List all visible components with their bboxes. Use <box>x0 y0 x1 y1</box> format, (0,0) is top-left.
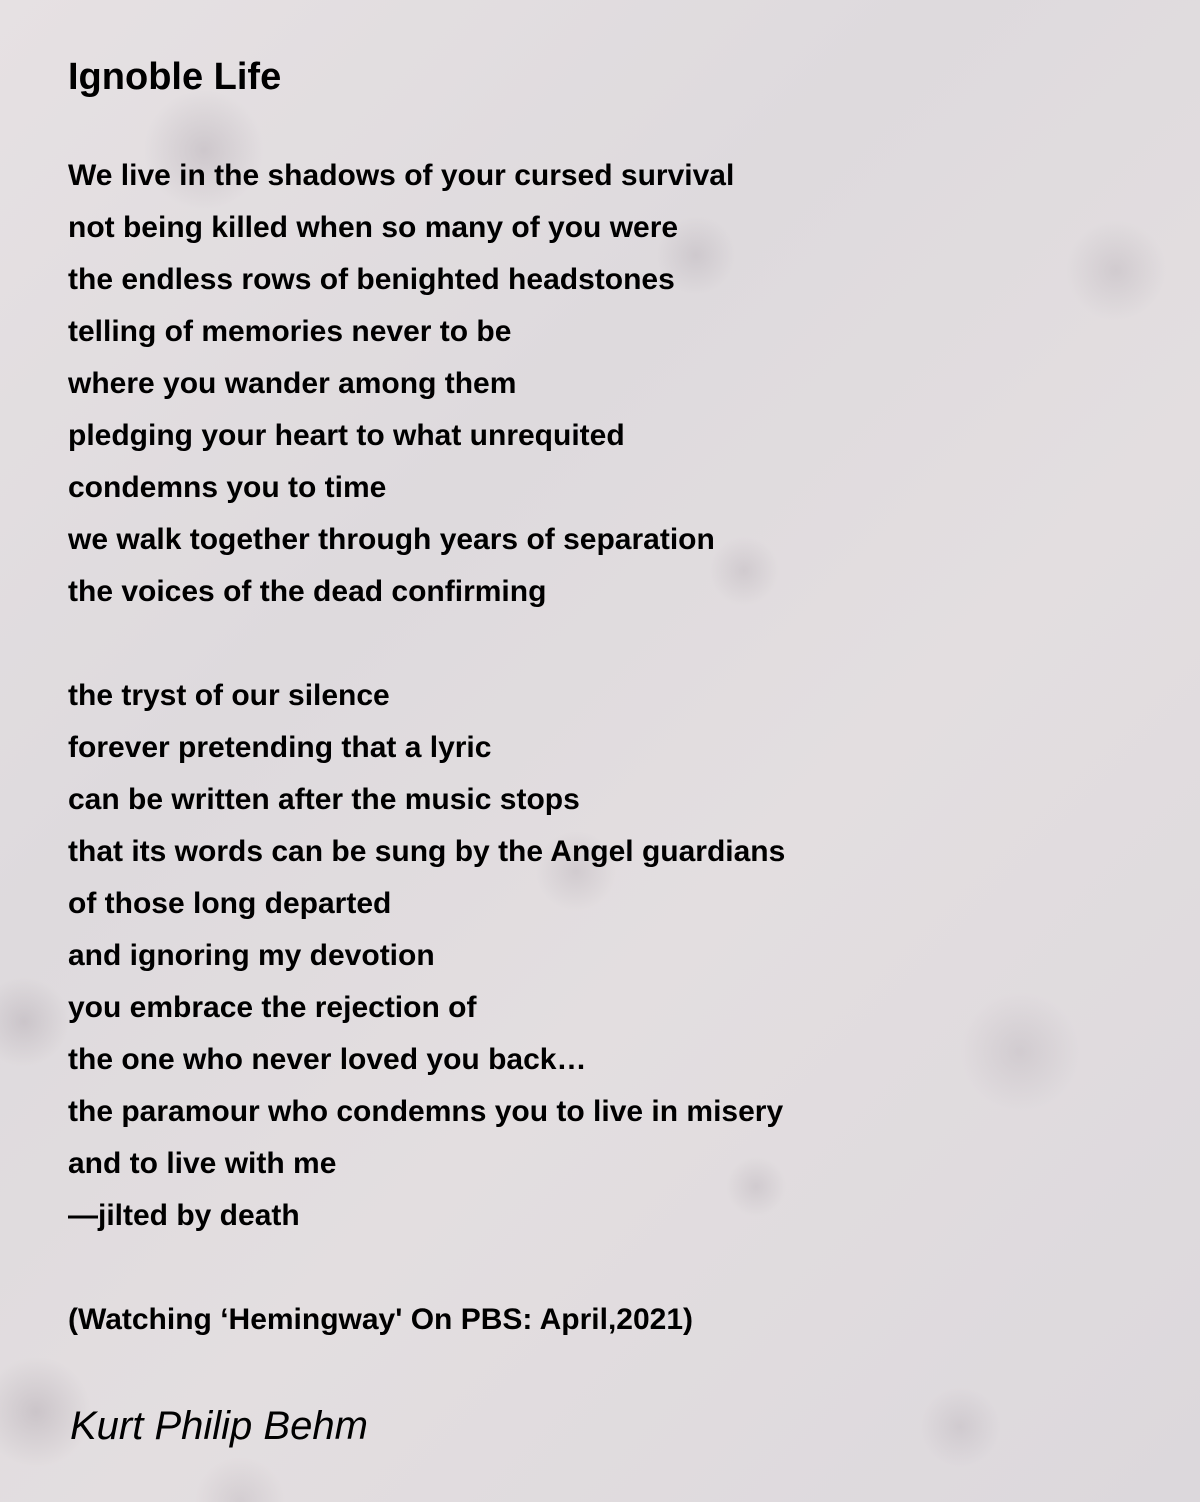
poem-line: the paramour who condemns you to live in misery <box>68 1095 784 1128</box>
poem-line: —jilted by death <box>68 1199 300 1232</box>
poem-line: can be written after the music stops <box>68 783 580 816</box>
stanza-2 <box>68 670 785 1242</box>
poem-line: forever pretending that a lyric <box>68 731 492 764</box>
poem-line: we walk together through years of separation <box>68 523 715 556</box>
poem-line: the one who never loved you back… <box>68 1043 587 1076</box>
poem-line: the voices of the dead confirming <box>68 575 547 608</box>
poem-line: where you wander among them <box>68 367 517 400</box>
poem-line: that its words can be sung by the Angel guardians <box>68 835 786 868</box>
poem-line: telling of memories never to be <box>68 315 512 348</box>
poem-title: Ignoble Life <box>68 56 282 98</box>
poem-line: you embrace the rejection of <box>68 991 477 1024</box>
poem-line: the tryst of our silence <box>68 679 390 712</box>
poem-line: pledging your heart to what unrequited <box>68 419 625 452</box>
poem-line: and ignoring my devotion <box>68 939 435 972</box>
poem-line: the endless rows of benighted headstones <box>68 263 675 296</box>
poem-note: (Watching ‘Hemingway' On PBS: April,2021) <box>68 1303 694 1336</box>
poem-line: We live in the shadows of your cursed survival <box>68 159 735 192</box>
poem-line: not being killed when so many of you were <box>68 211 679 244</box>
poem-line: of those long departed <box>68 887 392 920</box>
poem-line: and to live with me <box>68 1147 337 1180</box>
poem-line: condemns you to time <box>68 471 387 504</box>
poem-author: Kurt Philip Behm <box>70 1404 368 1448</box>
stanza-1 <box>68 150 734 618</box>
